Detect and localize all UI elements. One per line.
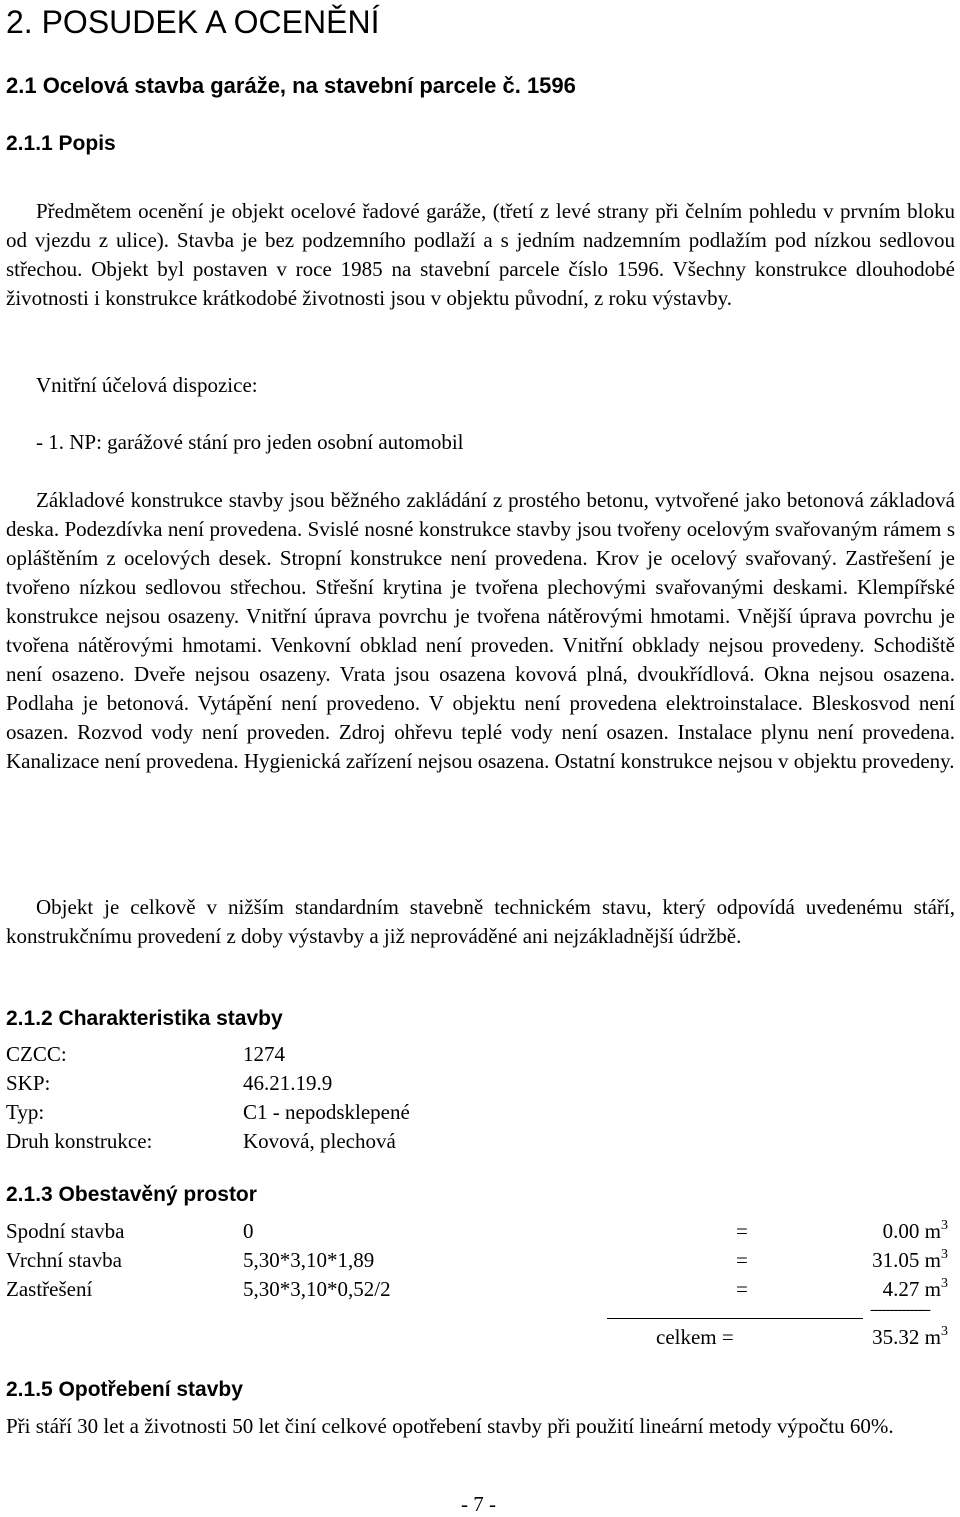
section-heading: 2.1 Ocelová stavba garáže, na stavební parcele č. 1596 [6,73,576,98]
row-key: SKP: [6,1071,51,1095]
volume-formula: 0 [243,1219,254,1243]
volume-equals: = [736,1277,748,1301]
total-label: celkem = [656,1325,734,1349]
volume-formula: 5,30*3,10*0,52/2 [243,1277,391,1301]
row-value: 46.21.19.9 [243,1071,333,1095]
volume-value: 0.00 $m^3$ [882,1218,948,1243]
volume-equals: = [736,1219,748,1243]
page-heading: 2. POSUDEK A OCENĚNÍ [6,4,380,40]
popis-heading: 2.1.1 Popis [6,132,116,155]
obestaveny-heading: 2.1.3 Obestavěný prostor [6,1183,257,1206]
volume-name: Zastřešení [6,1277,93,1301]
opotrebeni-text: Při stáří 30 let a životnosti 50 let činí celkové opotřebení stavby při použití lineární metody výpočtu 60%. [6,1414,894,1438]
volume-row-zastreseni [6,1275,948,1304]
volume-value: 31.05 $m^3$ [872,1247,948,1272]
row-key: Druh konstrukce: [6,1129,153,1153]
volume-equals: = [736,1248,748,1272]
dispozice-item: - 1. NP: garážové stání pro jeden osobní automobil [36,430,464,454]
volume-name: Spodní stavba [6,1219,125,1243]
page-number: - 7 - [461,1492,496,1516]
total-value: 35.32 $m^3$ [872,1324,948,1349]
charakteristika-heading: 2.1.2 Charakteristika stavby [6,1007,283,1030]
volume-value: 4.27 $m^3$ [882,1276,948,1301]
volume-total-row [6,1323,948,1352]
dispozice-label: Vnitřní účelová dispozice: [36,373,258,397]
popis-paragraph-1: Předmětem ocenění je objekt ocelové řadové garáže, (třetí z levé strany při čelním pohledu v prvním bloku od vjezdu z ulice). Stavba je bez podzemního podlaží a s jedním nadzemním podlažím pod nízkou sedlovou střechou. Objekt byl postaven v roce 1985 na stavební parcele číslo 1596. Všechny konstrukce dlouhodobé životnosti i konstrukce krátkodobé životnosti jsou v objektu původní, z roku výstavby. [6,199,955,310]
sum-dashes: --------------- [870,1302,930,1318]
volume-row-vrchni [6,1246,948,1275]
row-key: CZCC: [6,1042,67,1066]
popis-paragraph-3: Objekt je celkově v nižším standardním stavebně technickém stavu, který odpovídá uvedenému stáří, konstrukčnímu provedení z doby výstavby a již neprováděné ani nejzákladnější údržbě. [6,895,955,948]
row-value: C1 - nepodsklepené [243,1100,410,1124]
opotrebeni-heading: 2.1.5 Opotřebení stavby [6,1378,243,1401]
volume-row-spodni [6,1217,948,1246]
row-key: Typ: [6,1100,45,1124]
popis-paragraph-2: Základové konstrukce stavby jsou běžného zakládání z prostého betonu, vytvořené jako betonová základová deska. Podezdívka není provedena. Svislé nosné konstrukce stavby jsou tvořeny ocelovým svařovaným rámem s opláštěním z ocelových desek. Stropní konstrukce není provedena. Krov je ocelový svařovaný. Zastřešení je tvořeno nízkou sedlovou střechou. Střešní krytina je tvořena plechovými svařovanými deskami. Klempířské konstrukce nejsou osazeny. Vnitřní úprava povrchu je tvořena nátěrovými hmotami. Vnější úprava povrchu je tvořena nátěrovými hmotami. Venkovní obklad není proveden. Vnitřní obklady nejsou provedeny. Schodiště není osazeno. Dveře nejsou osazeny. Vrata jsou osazena kovová plná, dvoukřídlová. Okna nejsou osazena. Podlaha je betonová. Vytápění není provedeno. V objektu není provedena elektroinstalace. Bleskosvod není osazen. Rozvod vody není proveden. Zdroj ohřevu teplé vody není osazen. Instalace plynu není provedena. Kanalizace není provedena. Hygienická zařízení nejsou osazena. Ostatní konstrukce nejsou v objektu provedeny. [6,488,955,773]
volume-name: Vrchní stavba [6,1248,122,1272]
row-value: Kovová, plechová [243,1129,396,1153]
sum-rule [607,1318,863,1319]
row-value: 1274 [243,1042,285,1066]
volume-formula: 5,30*3,10*1,89 [243,1248,375,1272]
